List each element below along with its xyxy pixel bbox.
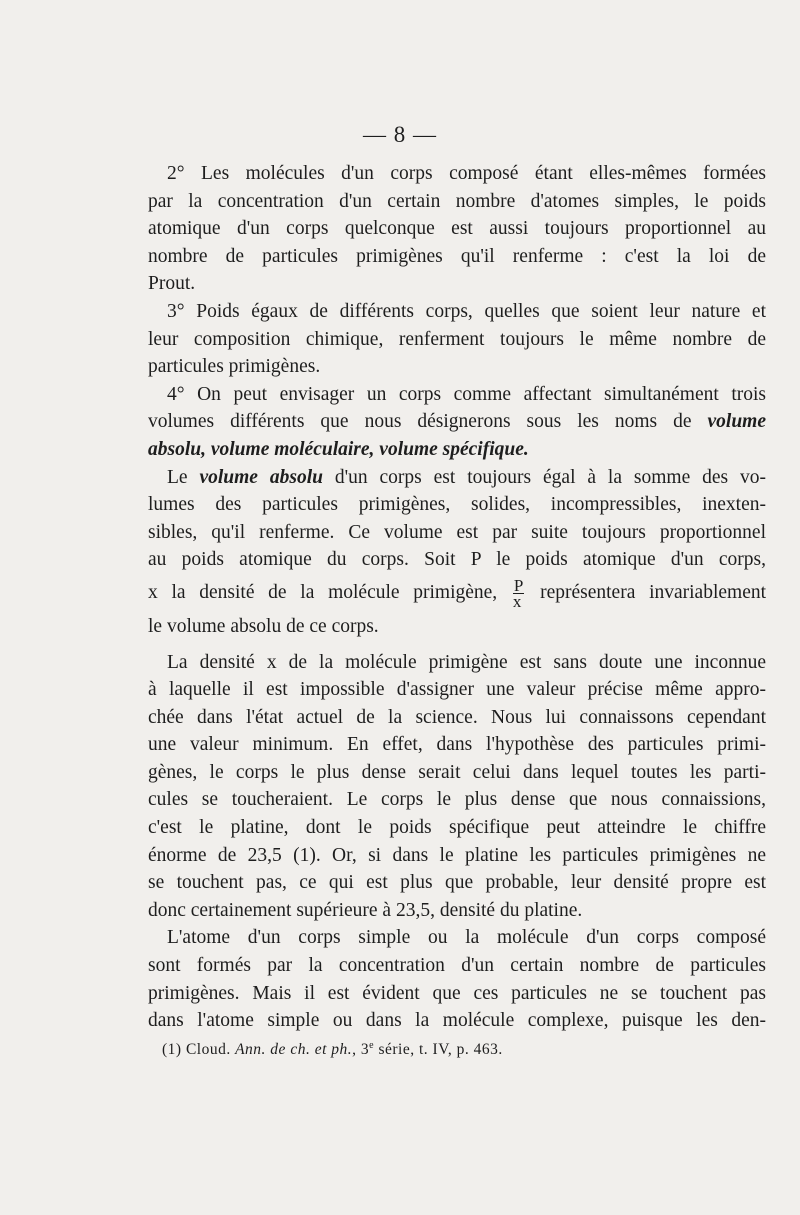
- text-line: leur composition chimique, renferment toujours le même nombre de: [148, 328, 766, 350]
- footnote-text: , 3: [352, 1041, 370, 1059]
- text-line: énorme de 23,5 (1). Or, si dans le platine les particules primigènes ne: [148, 844, 766, 866]
- footnote-text: série, t. IV, p. 463.: [374, 1041, 503, 1059]
- italic-term: volume moléculaire,: [210, 438, 375, 460]
- body-text: [148, 160, 766, 1035]
- fraction: [512, 575, 524, 611]
- text-line: c'est le platine, dont le poids spécifique peut atteindre le chiffre: [148, 817, 766, 839]
- italic-term: volume absolu: [199, 466, 323, 488]
- italic-term: absolu,: [148, 438, 206, 460]
- text-line: [148, 575, 767, 611]
- text-line: 4° On peut envisager un corps comme affectant simultanément trois: [167, 383, 766, 405]
- text-span: volumes différents que nous désignerons sous les noms de: [148, 411, 708, 433]
- text-line: 2° Les molécules d'un corps composé étant elles-mêmes formées: [167, 163, 766, 184]
- text-line: [148, 436, 766, 464]
- text-span: représentera invariablement: [540, 581, 767, 603]
- footnote-superscript: e: [369, 1040, 375, 1051]
- fraction-numerator: P: [513, 575, 524, 595]
- text-line: Prout.: [148, 273, 196, 295]
- footnote: [162, 1040, 762, 1059]
- text-line: nombre de particules primigènes qu'il renferme : c'est la loi de: [148, 245, 766, 267]
- footnote-journal: Ann. de ch. et ph.: [235, 1041, 353, 1059]
- text-line: cules se toucheraient. Le corps le plus dense que nous connaissions,: [148, 789, 766, 811]
- text-line: 3° Poids égaux de différents corps, quelles que soient leur nature et: [167, 300, 766, 322]
- text-span: d'un corps est toujours égal à la somme des vo-: [322, 466, 767, 488]
- italic-term: volume spécifique.: [379, 438, 529, 460]
- text-line: une valeur minimum. En effet, dans l'hypothèse des particules primi-: [148, 734, 766, 756]
- text-line: particules primigènes.: [148, 356, 321, 378]
- text-line: se touchent pas, ce qui est plus que probable, leur densité propre est: [148, 872, 766, 894]
- text-line: gènes, le corps le plus dense serait celui dans lequel toutes les parti-: [148, 761, 766, 783]
- text-line: donc certainement supérieure à 23,5, densité du platine.: [148, 899, 583, 921]
- text-line: par la concentration d'un certain nombre d'atomes simples, le poids: [148, 190, 766, 212]
- text-line: [148, 464, 766, 492]
- text-line: sibles, qu'il renferme. Ce volume est par suite toujours proportionnel: [148, 521, 766, 543]
- text-line: à laquelle il est impossible d'assigner une valeur précise même appro-: [148, 679, 766, 701]
- italic-term: volume: [707, 411, 766, 433]
- text-line: le volume absolu de ce corps.: [148, 615, 379, 637]
- text-line: chée dans l'état actuel de la science. Nous lui connaissons cependant: [148, 706, 766, 728]
- text-line: L'atome d'un corps simple ou la molécule d'un corps composé: [167, 927, 766, 949]
- text-span: x la densité de la molécule primigène,: [148, 581, 498, 603]
- text-line: sont formés par la concentration d'un certain nombre de particules: [148, 955, 766, 977]
- footnote-text: (1) Cloud.: [162, 1041, 236, 1059]
- text-line: atomique d'un corps quelconque est aussi toujours proportionnel au: [148, 218, 766, 240]
- text-line: au poids atomique du corps. Soit P le poids atomique d'un corps,: [148, 549, 766, 571]
- text-line: dans l'atome simple ou dans la molécule complexe, puisque les den-: [148, 1010, 766, 1032]
- text-span: Le: [167, 466, 200, 488]
- text-line: primigènes. Mais il est évident que ces particules ne se touchent pas: [148, 982, 766, 1004]
- fraction-denominator: x: [512, 591, 522, 611]
- text-line: lumes des particules primigènes, solides, incompressibles, inexten-: [148, 494, 766, 516]
- page-number: — 8 —: [363, 122, 437, 147]
- text-line: [148, 408, 766, 436]
- text-line: La densité x de la molécule primigène est sans doute une inconnue: [167, 651, 766, 673]
